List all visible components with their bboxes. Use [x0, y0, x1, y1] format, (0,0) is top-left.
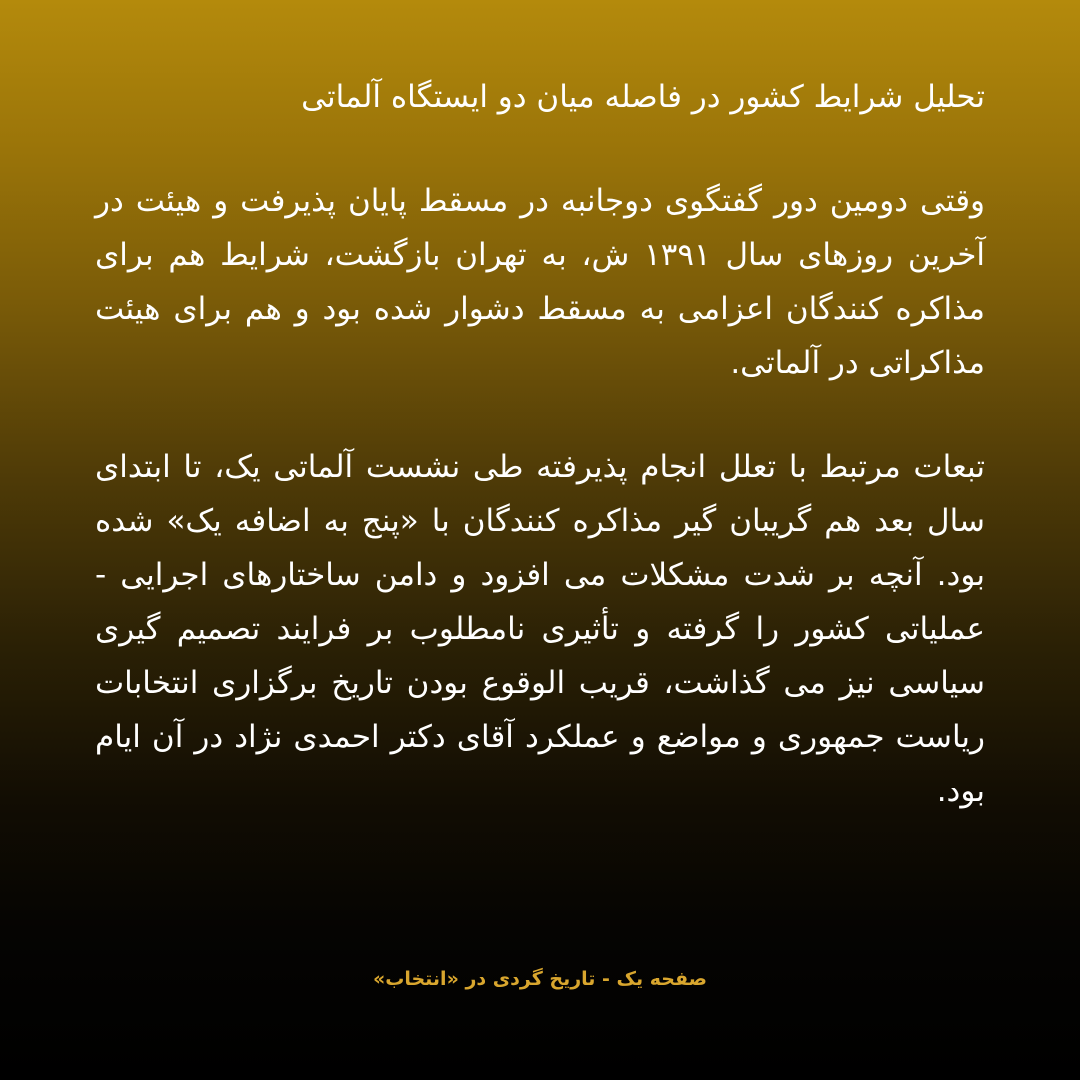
article-body — [95, 68, 985, 818]
page-caption: صفحه یک - تاریخ گردی در «انتخاب» — [372, 968, 708, 990]
article-title: تحلیل شرایط کشور در فاصله میان دو ایستگاه آلماتی — [301, 79, 985, 115]
article-paragraph-1: وقتی دومین دور گفتگوی دوجانبه در مسقط پایان پذیرفت و هیئت در آخرین روزهای سال ۱۳۹۱ ش، به تهران بازگشت، شرایط هم برای مذاکره کنندگان اعزامی به مسقط دشوار شده بود و هم برای هیئت مذاکراتی در آلماتی. — [95, 183, 985, 381]
article-paragraph-2: تبعات مرتبط با تعلل انجام پذیرفته طی نشست آلماتی یک، تا ابتدای سال بعد هم گریبان گیر مذاکره کنندگان با «پنج به اضافه یک» شده بود. آنچه بر شدت مشکلات می افزود و دامن ساختارهای اجرایی - عملیاتی کشور را گرفته و تأثیری نامطلوب بر فرایند تصمیم گیری سیاسی نیز می گذاشت، قریب الوقوع بودن تاریخ برگزاری انتخابات ریاست جمهوری و مواضع و عملکرد آقای دکتر احمدی نژاد در آن ایام بود. — [95, 449, 985, 809]
